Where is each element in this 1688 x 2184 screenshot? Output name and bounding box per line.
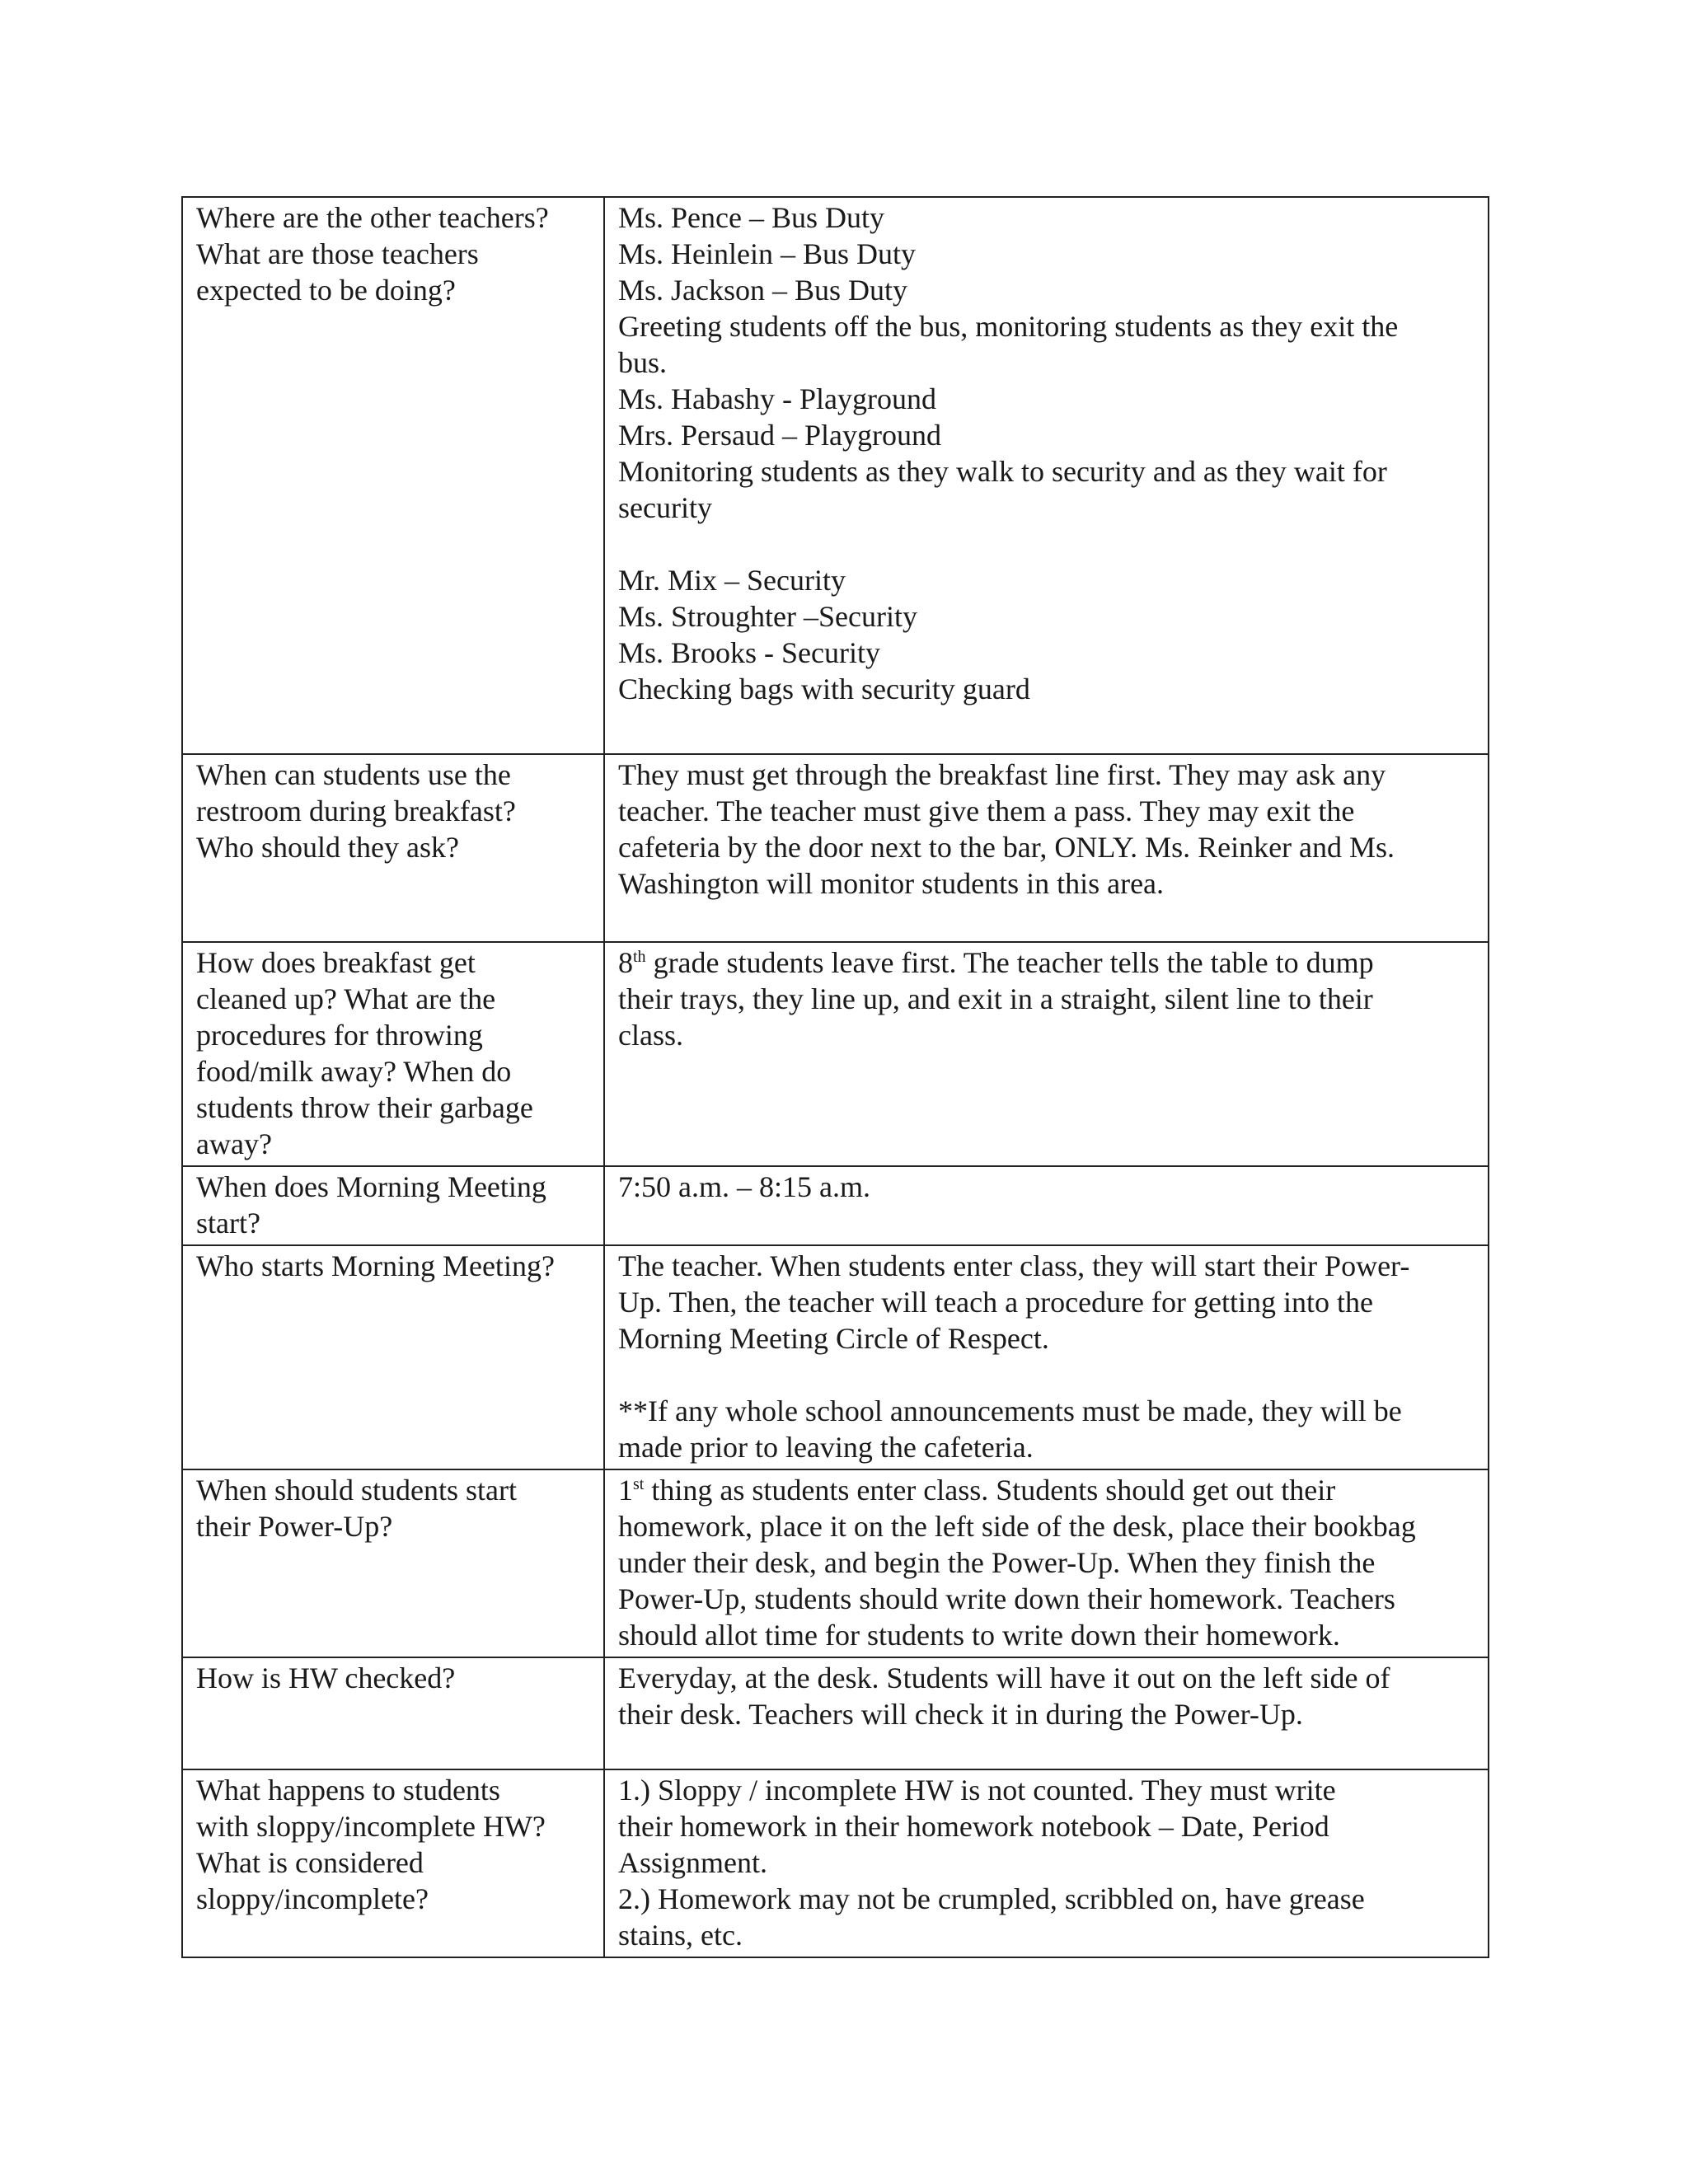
question-line: expected to be doing? — [196, 274, 456, 307]
question-line: What is considered — [196, 1846, 424, 1879]
answer-line: under their desk, and begin the Power-Up. When they finish the — [618, 1546, 1376, 1579]
question-line: How is HW checked? — [196, 1661, 456, 1694]
question-cell — [182, 754, 604, 942]
ordinal-suffix: th — [633, 948, 646, 966]
table-row — [182, 754, 1489, 942]
question-line: procedures for throwing — [196, 1019, 483, 1052]
table-row — [182, 1769, 1489, 1957]
question-line: sloppy/incomplete? — [196, 1882, 429, 1915]
answer-line: Mrs. Persaud – Playground — [618, 419, 941, 452]
answer-line: their homework in their homework notebook – Date, Period — [618, 1810, 1329, 1843]
table-row — [182, 1245, 1489, 1469]
answer-line: Monitoring students as they walk to security and as they wait for — [618, 455, 1387, 488]
question-line: their Power-Up? — [196, 1510, 393, 1543]
answer-line: 1.) Sloppy / incomplete HW is not counted. They must write — [618, 1774, 1336, 1807]
answer-line: The teacher. When students enter class, they will start their Power- — [618, 1249, 1410, 1282]
question-line: What happens to students — [196, 1774, 500, 1807]
answer-line: Morning Meeting Circle of Respect. — [618, 1322, 1049, 1355]
answer-cell — [604, 1657, 1489, 1769]
answer-line: should allot time for students to write down their homework. — [618, 1619, 1340, 1652]
ordinal-number: 8 — [618, 946, 633, 979]
question-line: What are those teachers — [196, 237, 479, 270]
question-line: Who should they ask? — [196, 831, 459, 864]
question-cell — [182, 942, 604, 1166]
answer-line: Greeting students off the bus, monitoring students as they exit the — [618, 310, 1399, 343]
procedures-table — [181, 196, 1489, 1958]
answer-line: teacher. The teacher must give them a pass. They may exit the — [618, 794, 1355, 827]
answer-line: security — [618, 491, 712, 524]
question-line: students throw their garbage — [196, 1091, 533, 1124]
answer-line: their desk. Teachers will check it in during the Power-Up. — [618, 1698, 1303, 1731]
question-line: restroom during breakfast? — [196, 794, 516, 827]
question-cell — [182, 1469, 604, 1657]
question-cell — [182, 1245, 604, 1469]
table-row — [182, 1657, 1489, 1769]
table-row — [182, 197, 1489, 754]
question-line: Where are the other teachers? — [196, 201, 549, 234]
question-line: away? — [196, 1127, 272, 1160]
question-cell — [182, 1657, 604, 1769]
answer-line: made prior to leaving the cafeteria. — [618, 1431, 1034, 1464]
answer-cell — [604, 1469, 1489, 1657]
question-line: cleaned up? What are the — [196, 982, 496, 1015]
answer-line: bus. — [618, 346, 668, 379]
answer-cell — [604, 1245, 1489, 1469]
ordinal-number: 1 — [618, 1474, 633, 1507]
answer-line: 2.) Homework may not be crumpled, scribbled on, have grease — [618, 1882, 1365, 1915]
answer-line: Ms. Stroughter –Security — [618, 600, 917, 633]
question-line: When should students start — [196, 1474, 517, 1507]
answer-line: cafeteria by the door next to the bar, ONLY. Ms. Reinker and Ms. — [618, 831, 1395, 864]
answer-line: Ms. Pence – Bus Duty — [618, 201, 884, 234]
answer-cell — [604, 1769, 1489, 1957]
question-line: Who starts Morning Meeting? — [196, 1249, 555, 1282]
answer-cell — [604, 754, 1489, 942]
answer-line: Ms. Heinlein – Bus Duty — [618, 237, 917, 270]
question-line: When can students use the — [196, 758, 511, 791]
question-line: food/milk away? When do — [196, 1055, 512, 1088]
answer-cell — [604, 1166, 1489, 1245]
answer-line: Checking bags with security guard — [618, 673, 1030, 705]
answer-line: 7:50 a.m. – 8:15 a.m. — [618, 1170, 870, 1203]
paragraph-gap — [618, 1357, 1475, 1393]
question-line: When does Morning Meeting — [196, 1170, 546, 1203]
answer-line: their trays, they line up, and exit in a straight, silent line to their — [618, 982, 1373, 1015]
ordinal-suffix: st — [633, 1475, 645, 1493]
answer-cell — [604, 197, 1489, 754]
table-row — [182, 942, 1489, 1166]
answer-line: Up. Then, the teacher will teach a procedure for getting into the — [618, 1286, 1373, 1319]
question-line: How does breakfast get — [196, 946, 476, 979]
answer-line: Mr. Mix – Security — [618, 564, 846, 597]
answer-line: They must get through the breakfast line first. They may ask any — [618, 758, 1386, 791]
answer-text: thing as students enter class. Students should get out their — [644, 1474, 1336, 1507]
question-line: with sloppy/incomplete HW? — [196, 1810, 546, 1843]
answer-line: Ms. Brooks - Security — [618, 636, 880, 669]
table-row — [182, 1166, 1489, 1245]
answer-line — [618, 1472, 1475, 1508]
answer-line: Everyday, at the desk. Students will have it out on the left side of — [618, 1661, 1390, 1694]
answer-line: stains, etc. — [618, 1919, 743, 1952]
answer-line: Assignment. — [618, 1846, 768, 1879]
answer-line: Power-Up, students should write down their homework. Teachers — [618, 1582, 1395, 1615]
question-cell — [182, 197, 604, 754]
answer-line: **If any whole school announcements must be made, they will be — [618, 1394, 1402, 1427]
answer-line: Washington will monitor students in this area. — [618, 867, 1165, 900]
table-row — [182, 1469, 1489, 1657]
question-cell — [182, 1166, 604, 1245]
answer-line: Ms. Jackson – Bus Duty — [618, 274, 908, 307]
question-cell — [182, 1769, 604, 1957]
answer-line: Ms. Habashy - Playground — [618, 382, 936, 415]
paragraph-gap — [618, 526, 1475, 562]
answer-line — [618, 944, 1475, 981]
answer-cell — [604, 942, 1489, 1166]
answer-line: homework, place it on the left side of the desk, place their bookbag — [618, 1510, 1416, 1543]
answer-line: class. — [618, 1019, 683, 1052]
answer-text: grade students leave first. The teacher tells the table to dump — [645, 946, 1374, 979]
question-line: start? — [196, 1207, 260, 1240]
